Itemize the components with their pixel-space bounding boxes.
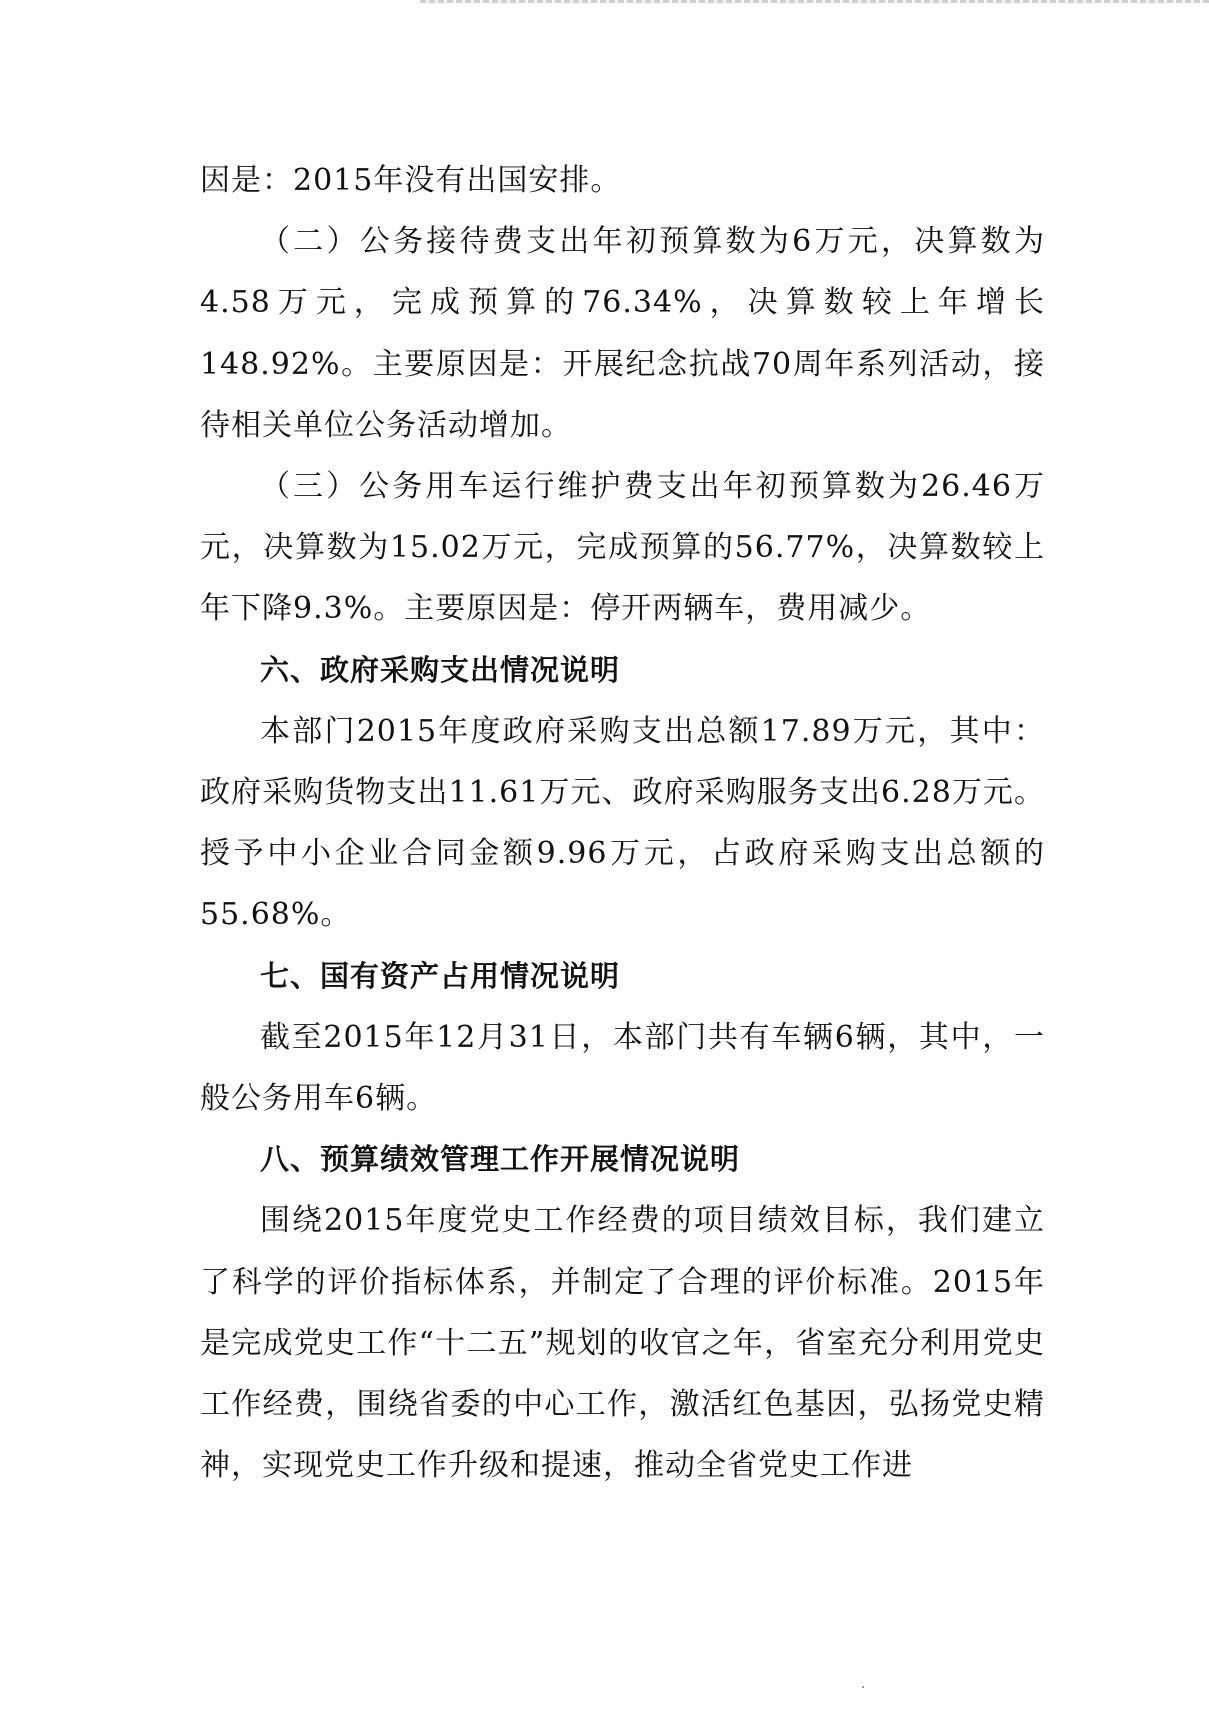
paragraph-continuation: 因是：2015年没有出国安排。 [200,163,622,198]
scan-dot-artifact [862,1686,864,1688]
section-heading-assets: 七、国有资产占用情况说明 [260,958,621,993]
paragraph-procurement: 本部门2015年度政府采购支出总额17.89万元，其中：政府采购货物支出11.61万元、政府采购服务支出6.28万元。授予中小企业合同金额9.96万元，占政府采购支出总额的55.68%。 [200,713,1045,933]
section-heading-performance: 八、预算绩效管理工作开展情况说明 [260,1142,741,1177]
paragraph-performance: 围绕2015年度党史工作经费的项目绩效目标，我们建立了科学的评价指标体系，并制定了合理的评价标准。2015年是完成党史工作“十二五”规划的收官之年，省室充分利用党史工作经费，围绕省委的中心工作，激活红色基因，弘扬党史精神，实现党史工作升级和提速，推动全省党史工作进 [200,1203,1045,1484]
paragraph-assets: 截至2015年12月31日，本部门共有车辆6辆，其中，一般公务用车6辆。 [200,1019,1045,1117]
paragraph-vehicle-expense: （三）公务用车运行维护费支出年初预算数为26.46万元，决算数为15.02万元，完成预算的56.77%，决算数较上年下降9.3%。主要原因是：停开两辆车，费用减少。 [200,469,1045,627]
scan-edge-artifact [420,0,1209,3]
section-heading-procurement: 六、政府采购支出情况说明 [260,652,621,687]
document-page [200,150,1045,1496]
paragraph-reception-expense: （二）公务接待费支出年初预算数为6万元，决算数为4.58万元，完成预算的76.34%，决算数较上年增长148.92%。主要原因是：开展纪念抗战70周年系列活动，接待相关单位公务活动增加。 [200,224,1045,443]
